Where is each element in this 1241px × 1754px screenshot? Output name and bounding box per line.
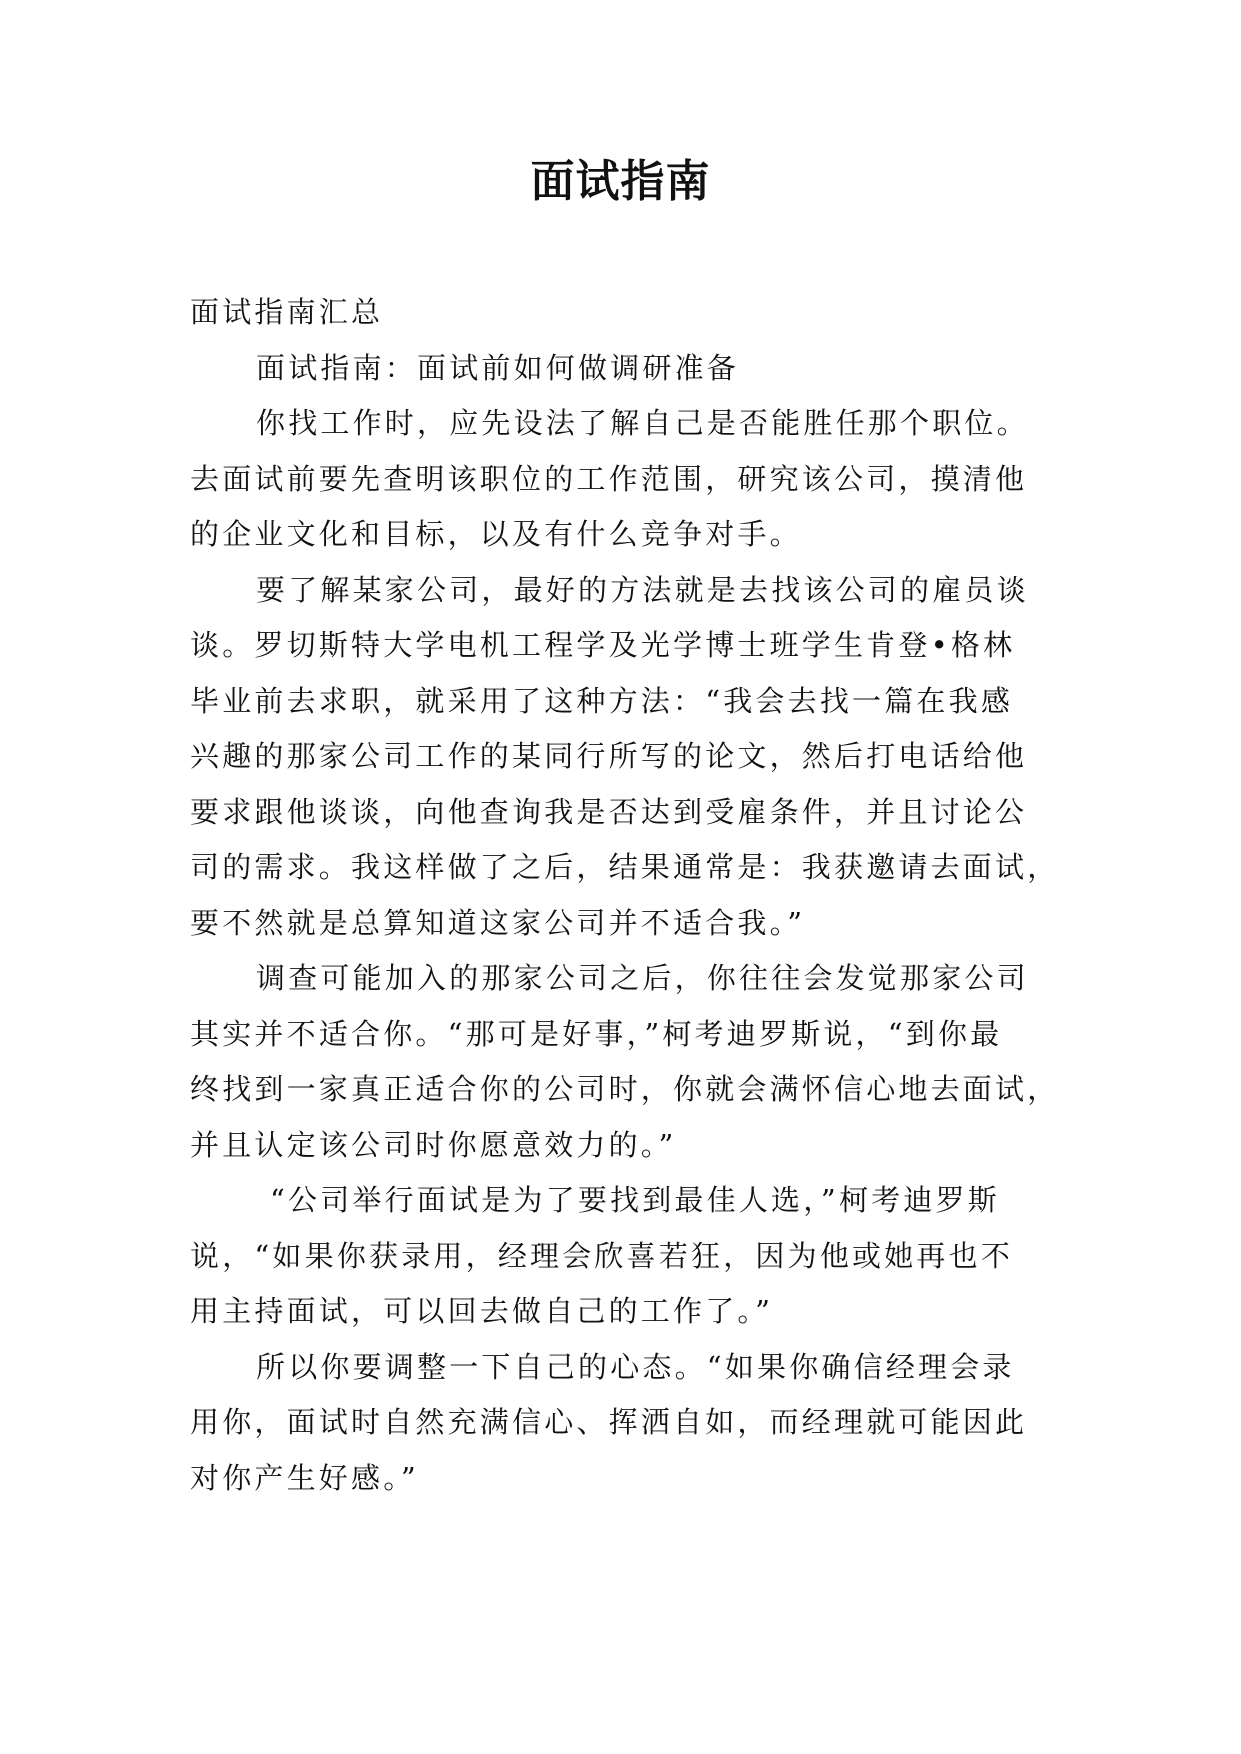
subsection-heading: 面试指南：面试前如何做调研准备 xyxy=(256,350,740,385)
paragraph-line: 的企业文化和目标，以及有什么竞争对手。 xyxy=(190,517,802,551)
paragraph-line: 谈。罗切斯特大学电机工程学及光学博士班学生肯登•格林 xyxy=(190,628,1016,662)
section-heading: 面试指南汇总 xyxy=(190,295,384,329)
paragraph-line: 调查可能加入的那家公司之后，你往往会发觉那家公司 xyxy=(256,961,1029,995)
paragraph-line: 兴趣的那家公司工作的某同行所写的论文，然后打电话给他 xyxy=(190,739,1028,773)
paragraph-line: 要不然就是总算知道这家公司并不适合我。” xyxy=(190,905,806,940)
paragraph-line: 要了解某家公司，最好的方法就是去找该公司的雇员谈 xyxy=(256,572,1029,607)
paragraph-line: 司的需求。我这样做了之后，结果通常是：我获邀请去面试， xyxy=(190,850,1060,884)
paragraph-line: 你找工作时，应先设法了解自己是否能胜任那个职位。 xyxy=(256,406,1029,440)
paragraph-line: “公司举行面试是为了要找到最佳人选，”柯考迪罗斯 xyxy=(270,1183,1000,1217)
document-body xyxy=(190,285,1060,1506)
paragraph-line: 去面试前要先查明该职位的工作范围，研究该公司，摸清他 xyxy=(190,461,1028,496)
paragraph-line: 对你产生好感。” xyxy=(190,1460,419,1495)
paragraph-line: 用主持面试，可以回去做自己的工作了。” xyxy=(190,1294,774,1328)
paragraph-line: 说，“如果你获录用，经理会欣喜若狂，因为他或她再也不 xyxy=(190,1238,1014,1273)
paragraph-line: 并且认定该公司时你愿意效力的。” xyxy=(190,1127,677,1162)
paragraph-line: 终找到一家真正适合你的公司时，你就会满怀信心地去面试， xyxy=(190,1072,1060,1106)
paragraph-line: 用你，面试时自然充满信心、挥洒自如，而经理就可能因此 xyxy=(190,1405,1028,1439)
paragraph-line: 要求跟他谈谈，向他查询我是否达到受雇条件，并且讨论公 xyxy=(190,794,1028,829)
paragraph-line: 毕业前去求职，就采用了这种方法：“我会去找一篇在我感 xyxy=(190,683,1014,718)
paragraph-line: 所以你要调整一下自己的心态。“如果你确信经理会录 xyxy=(256,1349,1015,1384)
document-title: 面试指南 xyxy=(530,156,711,207)
paragraph-line: 其实并不适合你。“那可是好事，”柯考迪罗斯说，“到你最 xyxy=(190,1016,1003,1051)
